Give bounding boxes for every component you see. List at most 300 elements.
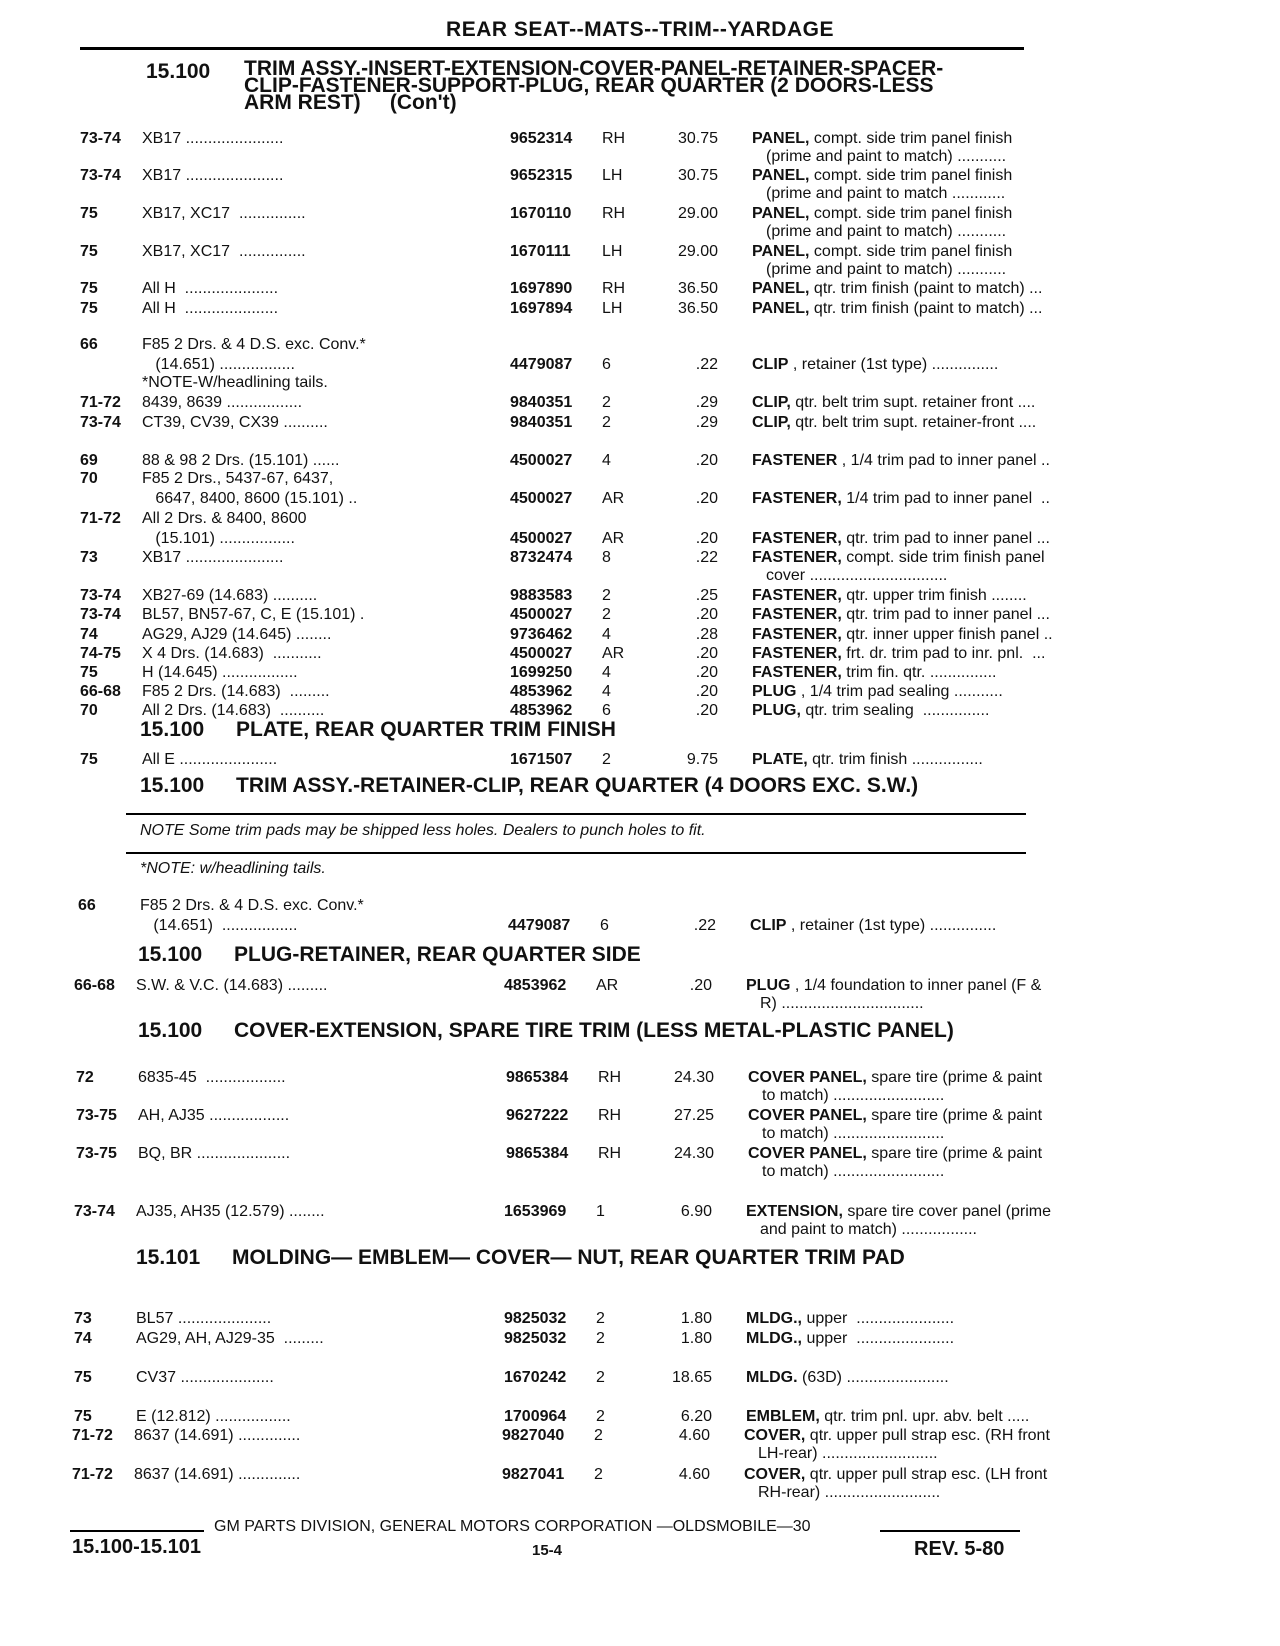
quantity: 2: [602, 751, 611, 768]
quantity: RH: [598, 1145, 622, 1162]
model-year: 70: [80, 470, 98, 487]
quantity: 2: [596, 1369, 605, 1386]
part-name: FASTENER,: [752, 490, 842, 507]
model-applicability: All E ......................: [142, 751, 278, 768]
table-row: [80, 490, 1200, 510]
table-row: [80, 645, 1200, 665]
model-year: 75: [80, 300, 98, 317]
part-detail: qtr. belt trim supt. retainer-front ....: [790, 414, 1037, 431]
section-number: 15.100: [138, 1019, 203, 1042]
part-name: PANEL,: [752, 243, 810, 260]
model-applicability: All 2 Drs. & 8400, 8600: [142, 510, 307, 527]
part-name: PLATE,: [752, 751, 808, 768]
part-number: 4479087: [508, 917, 571, 934]
part-number: 8732474: [510, 549, 573, 566]
table-row: [74, 1369, 1194, 1389]
part-detail: qtr. trim pad to inner panel ...: [841, 606, 1050, 623]
part-name: PLUG,: [752, 702, 801, 719]
quantity: AR: [602, 490, 625, 507]
part-name: FASTENER,: [752, 587, 842, 604]
part-description: [752, 645, 1112, 663]
model-year: 73-74: [74, 1203, 115, 1220]
model-year: 75: [80, 243, 98, 260]
section-1-title-line1: TRIM ASSY.-INSERT-EXTENSION-COVER-PANEL-RETAINER-SPACER-: [244, 57, 944, 80]
part-number: 9652314: [510, 130, 573, 147]
part-description: [750, 917, 1110, 935]
quantity: AR: [602, 530, 625, 547]
quantity: LH: [602, 167, 623, 184]
price: 9.75: [686, 751, 718, 768]
part-detail: qtr. upper pull strap esc. (LH front: [805, 1466, 1048, 1483]
price: 24.30: [673, 1069, 714, 1086]
table-row: [80, 702, 1200, 722]
model-applicability: All H .....................: [142, 300, 279, 317]
model-applicability: 6835-45 ..................: [138, 1069, 286, 1086]
footer-revision: REV. 5-80: [914, 1538, 1005, 1560]
model-applicability: XB17 ......................: [142, 130, 284, 147]
part-detail: compt. side trim finish panel: [841, 549, 1045, 566]
table-row: [80, 626, 1200, 646]
part-name: EXTENSION,: [746, 1203, 843, 1220]
part-description: [744, 1427, 1104, 1445]
model-applicability: CV37 .....................: [136, 1369, 274, 1386]
part-name: COVER,: [744, 1427, 806, 1444]
section-1-title: [244, 57, 944, 114]
part-description: [752, 130, 1112, 148]
table-row: [74, 977, 1194, 997]
part-description: [746, 1330, 1106, 1348]
model-year: 73: [80, 549, 98, 566]
part-number: 9883583: [510, 587, 573, 604]
model-year: 74: [80, 626, 98, 643]
model-year: 71-72: [80, 510, 121, 527]
quantity: 2: [596, 1330, 605, 1347]
price: 4.60: [678, 1466, 710, 1483]
table-row: [80, 664, 1200, 684]
part-name: MLDG.: [746, 1369, 798, 1386]
model-year: 69: [80, 452, 98, 469]
part-name: PANEL,: [752, 280, 810, 297]
table-row: [80, 751, 1200, 771]
part-detail: qtr. inner upper finish panel ..: [841, 626, 1053, 643]
quantity: 4: [602, 664, 611, 681]
section-number: 15.100: [146, 60, 211, 83]
model-applicability: *NOTE-W/headlining tails.: [142, 374, 328, 391]
price: 4.60: [678, 1427, 710, 1444]
part-number: 9865384: [506, 1069, 569, 1086]
model-year: 75: [80, 751, 98, 768]
model-applicability: BL57, BN57-67, C, E (15.101) .: [142, 606, 365, 623]
model-year: 74-75: [80, 645, 121, 662]
part-number: 4479087: [510, 356, 573, 373]
model-year: 66: [78, 897, 96, 914]
section-title: PLUG-RETAINER, REAR QUARTER SIDE: [234, 943, 641, 966]
model-applicability: XB17, XC17 ...............: [142, 243, 306, 260]
model-applicability: X 4 Drs. (14.683) ...........: [142, 645, 322, 662]
part-detail: qtr. trim pad to inner panel ...: [841, 530, 1050, 547]
model-applicability: 88 & 98 2 Drs. (15.101) ......: [142, 452, 340, 469]
part-number: 1670110: [510, 205, 572, 222]
part-description: [748, 1069, 1108, 1087]
table-row: [80, 452, 1200, 472]
model-applicability: XB27-69 (14.683) ..........: [142, 587, 318, 604]
part-description: [752, 356, 1112, 374]
model-applicability: XB17 ......................: [142, 549, 284, 566]
part-name: FASTENER,: [752, 549, 842, 566]
part-description: [752, 394, 1112, 412]
table-row: [74, 1310, 1194, 1330]
part-number: 9652315: [510, 167, 573, 184]
section-title: MOLDING— EMBLEM— COVER— NUT, REAR QUARTER TRIM PAD: [232, 1246, 905, 1269]
model-applicability: 8439, 8639 .................: [142, 394, 303, 411]
part-detail: spare tire cover panel (prime: [842, 1203, 1051, 1220]
part-description: [752, 751, 1112, 769]
table-row: [76, 1145, 1196, 1165]
part-name: COVER PANEL,: [748, 1145, 867, 1162]
part-description: [746, 1310, 1106, 1328]
price: .22: [695, 356, 718, 373]
part-name: FASTENER,: [752, 626, 842, 643]
footer-rule-right: [880, 1530, 1020, 1532]
part-name: EMBLEM,: [746, 1408, 820, 1425]
part-description: [752, 414, 1112, 432]
description-continuation: to match) .........................: [762, 1125, 945, 1142]
table-row: [74, 1203, 1194, 1223]
table-row: [80, 606, 1200, 626]
model-applicability: (14.651) .................: [140, 917, 298, 934]
part-detail: , 1/4 trim pad sealing ...........: [796, 683, 1003, 700]
model-year: 72: [76, 1069, 94, 1086]
part-number: 1700964: [504, 1408, 567, 1425]
table-row: [80, 414, 1200, 434]
part-description: [752, 606, 1112, 624]
quantity: RH: [598, 1107, 622, 1124]
part-number: 1699250: [510, 664, 573, 681]
model-applicability: F85 2 Drs., 5437-67, 6437,: [142, 470, 334, 487]
model-year: 73-74: [80, 167, 121, 184]
model-applicability: (15.101) .................: [142, 530, 295, 547]
price: .29: [695, 414, 718, 431]
part-detail: (63D) .......................: [797, 1369, 949, 1386]
price: 30.75: [677, 167, 718, 184]
price: .29: [695, 394, 718, 411]
quantity: 2: [594, 1466, 603, 1483]
model-applicability: 8637 (14.691) ..............: [134, 1427, 301, 1444]
model-year: 75: [74, 1369, 92, 1386]
quantity: RH: [602, 280, 626, 297]
part-name: COVER,: [744, 1466, 806, 1483]
quantity: 6: [602, 356, 611, 373]
model-year: 75: [74, 1408, 92, 1425]
part-name: FASTENER,: [752, 530, 842, 547]
price: 1.80: [680, 1330, 712, 1347]
model-applicability: BL57 .....................: [136, 1310, 272, 1327]
table-row: [78, 897, 1198, 917]
part-detail: qtr. trim finish (paint to match) ...: [809, 280, 1043, 297]
part-number: 1671507: [510, 751, 573, 768]
header-rule: [80, 47, 1024, 50]
table-row: [80, 530, 1200, 550]
part-detail: qtr. upper pull strap esc. (RH front: [805, 1427, 1050, 1444]
model-year: 73-74: [80, 414, 121, 431]
part-description: [752, 549, 1112, 567]
section-number: 15.100: [140, 718, 205, 741]
part-number: 4853962: [510, 683, 573, 700]
model-year: 71-72: [80, 394, 121, 411]
part-number: 1653969: [504, 1203, 567, 1220]
price: .20: [695, 683, 718, 700]
price: .20: [695, 530, 718, 547]
part-detail: , retainer (1st type) ...............: [788, 356, 999, 373]
price: 24.30: [673, 1145, 714, 1162]
quantity: AR: [602, 645, 625, 662]
part-number: 1697894: [510, 300, 573, 317]
price: 36.50: [677, 280, 718, 297]
model-year: 75: [80, 280, 98, 297]
quantity: LH: [602, 300, 623, 317]
part-number: 4500027: [510, 530, 573, 547]
part-detail: trim fin. qtr. ...............: [841, 664, 997, 681]
price: .22: [693, 917, 716, 934]
part-number: 9827041: [502, 1466, 565, 1483]
table-row: [74, 1330, 1194, 1350]
part-name: PANEL,: [752, 300, 810, 317]
description-continuation: (prime and paint to match) ...........: [766, 148, 1007, 165]
model-year: 75: [80, 205, 98, 222]
quantity: 2: [602, 606, 611, 623]
part-number: 4500027: [510, 490, 573, 507]
part-description: [752, 626, 1112, 644]
part-detail: qtr. trim sealing ...............: [800, 702, 990, 719]
quantity: 4: [602, 452, 611, 469]
part-detail: qtr. trim finish ................: [807, 751, 983, 768]
model-applicability: F85 2 Drs. (14.683) .........: [142, 683, 330, 700]
price: .20: [695, 645, 718, 662]
part-description: [752, 452, 1112, 470]
model-year: 66-68: [80, 683, 121, 700]
quantity: AR: [596, 977, 619, 994]
quantity: 2: [596, 1408, 605, 1425]
footer-rule-left: [70, 1530, 204, 1532]
description-continuation: to match) .........................: [762, 1163, 945, 1180]
section-1-title-line2: CLIP-FASTENER-SUPPORT-PLUG, REAR QUARTER (2 DOORS-LESS: [244, 74, 934, 97]
part-description: [746, 977, 1106, 995]
price: .20: [695, 452, 718, 469]
price: 30.75: [677, 130, 718, 147]
part-number: 9827040: [502, 1427, 565, 1444]
table-row: [80, 549, 1200, 569]
section-title: COVER-EXTENSION, SPARE TIRE TRIM (LESS METAL-PLASTIC PANEL): [234, 1019, 954, 1042]
model-applicability: F85 2 Drs. & 4 D.S. exc. Conv.*: [142, 336, 366, 353]
part-name: FASTENER,: [752, 664, 842, 681]
section-6-heading: [136, 1246, 905, 1270]
part-description: [752, 243, 1112, 261]
part-name: CLIP,: [752, 394, 791, 411]
description-continuation: RH-rear) ..........................: [758, 1484, 941, 1501]
part-description: [746, 1203, 1106, 1221]
price: 27.25: [673, 1107, 714, 1124]
table-row: [80, 167, 1200, 187]
part-detail: , 1/4 foundation to inner panel (F &: [790, 977, 1042, 994]
model-year: 73-75: [76, 1145, 117, 1162]
section-1-heading: [146, 60, 242, 84]
part-detail: 1/4 trim pad to inner panel ..: [841, 490, 1050, 507]
part-name: PLUG: [752, 683, 797, 700]
quantity: RH: [598, 1069, 622, 1086]
table-row: [80, 394, 1200, 414]
footer-page-number: 15-4: [532, 1542, 563, 1559]
model-year: 66: [80, 336, 98, 353]
part-detail: spare tire (prime & paint: [866, 1145, 1043, 1162]
price: .28: [695, 626, 718, 643]
part-number: 1670111: [510, 243, 571, 260]
section-number: 15.100: [140, 774, 205, 797]
model-year: 75: [80, 664, 98, 681]
table-row: [80, 280, 1200, 300]
part-description: [752, 587, 1112, 605]
part-detail: compt. side trim panel finish: [809, 130, 1013, 147]
description-continuation: (prime and paint to match) ...........: [766, 261, 1007, 278]
model-applicability: CT39, CV39, CX39 ..........: [142, 414, 328, 431]
section-3-heading: [140, 774, 918, 798]
part-number: 4853962: [504, 977, 567, 994]
price: 6.20: [680, 1408, 712, 1425]
table-row: [80, 470, 1200, 490]
table-row: [78, 917, 1198, 937]
note-headlining: *NOTE: w/headlining tails.: [140, 860, 326, 877]
part-number: 9840351: [510, 414, 573, 431]
model-year: 66-68: [74, 977, 115, 994]
part-detail: upper ......................: [802, 1310, 955, 1327]
description-continuation: (prime and paint to match) ...........: [766, 223, 1007, 240]
model-applicability: XB17, XC17 ...............: [142, 205, 306, 222]
price: .20: [695, 664, 718, 681]
part-number: 1670242: [504, 1369, 567, 1386]
table-row: [80, 683, 1200, 703]
part-description: [752, 683, 1112, 701]
part-number: 4500027: [510, 452, 573, 469]
section-title: PLATE, REAR QUARTER TRIM FINISH: [236, 718, 616, 741]
footer-section-range: 15.100-15.101: [72, 1536, 202, 1558]
table-row: [80, 130, 1200, 150]
part-name: CLIP: [752, 356, 789, 373]
part-number: 4853962: [510, 702, 573, 719]
part-name: MLDG.,: [746, 1330, 802, 1347]
quantity: 2: [594, 1427, 603, 1444]
table-row: [80, 336, 1200, 356]
price: .20: [689, 977, 712, 994]
part-detail: compt. side trim panel finish: [809, 205, 1013, 222]
table-row: [74, 1408, 1194, 1428]
part-detail: qtr. belt trim supt. retainer front ....: [790, 394, 1036, 411]
part-number: 9825032: [504, 1330, 567, 1347]
part-number: 4500027: [510, 645, 573, 662]
model-applicability: S.W. & V.C. (14.683) .........: [136, 977, 328, 994]
section-number: 15.100: [138, 943, 203, 966]
part-description: [746, 1369, 1106, 1387]
part-detail: upper ......................: [802, 1330, 955, 1347]
model-year: 74: [74, 1330, 92, 1347]
description-continuation: LH-rear) ..........................: [758, 1445, 938, 1462]
model-applicability: F85 2 Drs. & 4 D.S. exc. Conv.*: [140, 897, 364, 914]
part-description: [752, 167, 1112, 185]
part-number: 4500027: [510, 606, 573, 623]
part-number: 9627222: [506, 1107, 569, 1124]
table-row: [80, 243, 1200, 263]
quantity: 2: [602, 587, 611, 604]
model-applicability: All 2 Drs. (14.683) ..........: [142, 702, 325, 719]
price: 29.00: [677, 205, 718, 222]
model-year: 73-74: [80, 587, 121, 604]
price: .20: [695, 702, 718, 719]
quantity: 6: [600, 917, 609, 934]
quantity: 2: [596, 1310, 605, 1327]
table-row: [80, 356, 1200, 376]
part-description: [744, 1466, 1104, 1484]
part-name: PANEL,: [752, 130, 810, 147]
description-continuation: (prime and paint to match ............: [766, 185, 1006, 202]
part-name: COVER PANEL,: [748, 1107, 867, 1124]
description-continuation: and paint to match) .................: [760, 1221, 977, 1238]
model-applicability: (14.651) .................: [142, 356, 295, 373]
part-description: [748, 1145, 1108, 1163]
model-applicability: AH, AJ35 ..................: [138, 1107, 290, 1124]
note-rule-top: [126, 813, 1026, 815]
quantity: 4: [602, 626, 611, 643]
part-description: [748, 1107, 1108, 1125]
price: 6.90: [680, 1203, 712, 1220]
section-5-heading: [138, 1019, 954, 1043]
quantity: 8: [602, 549, 611, 566]
part-detail: frt. dr. trim pad to inr. pnl. ...: [841, 645, 1046, 662]
part-detail: spare tire (prime & paint: [866, 1069, 1043, 1086]
part-detail: qtr. trim finish (paint to match) ...: [809, 300, 1043, 317]
model-applicability: All H .....................: [142, 280, 279, 297]
model-applicability: AJ35, AH35 (12.579) ........: [136, 1203, 325, 1220]
quantity: 6: [602, 702, 611, 719]
model-applicability: 6647, 8400, 8600 (15.101) ..: [142, 490, 358, 507]
table-row: [76, 1069, 1196, 1089]
part-name: FASTENER,: [752, 645, 842, 662]
model-applicability: BQ, BR .....................: [138, 1145, 291, 1162]
section-number: 15.101: [136, 1246, 201, 1269]
part-description: [752, 702, 1112, 720]
part-name: CLIP,: [752, 414, 791, 431]
part-description: [746, 1408, 1106, 1426]
part-number: 1697890: [510, 280, 573, 297]
table-row: [80, 205, 1200, 225]
part-name: CLIP: [750, 917, 787, 934]
table-row: [80, 510, 1200, 530]
table-row: [76, 1107, 1196, 1127]
part-description: [752, 280, 1112, 298]
price: .20: [695, 490, 718, 507]
part-description: [752, 300, 1112, 318]
part-description: [752, 205, 1112, 223]
price: 36.50: [677, 300, 718, 317]
page-header: REAR SEAT--MATS--TRIM--YARDAGE: [446, 18, 834, 41]
model-year: 71-72: [72, 1427, 113, 1444]
part-description: [752, 490, 1112, 508]
table-row: [72, 1427, 1192, 1447]
part-number: 9840351: [510, 394, 573, 411]
quantity: 2: [602, 394, 611, 411]
section-4-heading: [138, 943, 641, 967]
part-description: [752, 530, 1112, 548]
part-detail: compt. side trim panel finish: [809, 243, 1013, 260]
part-number: 9825032: [504, 1310, 567, 1327]
price: .25: [695, 587, 718, 604]
